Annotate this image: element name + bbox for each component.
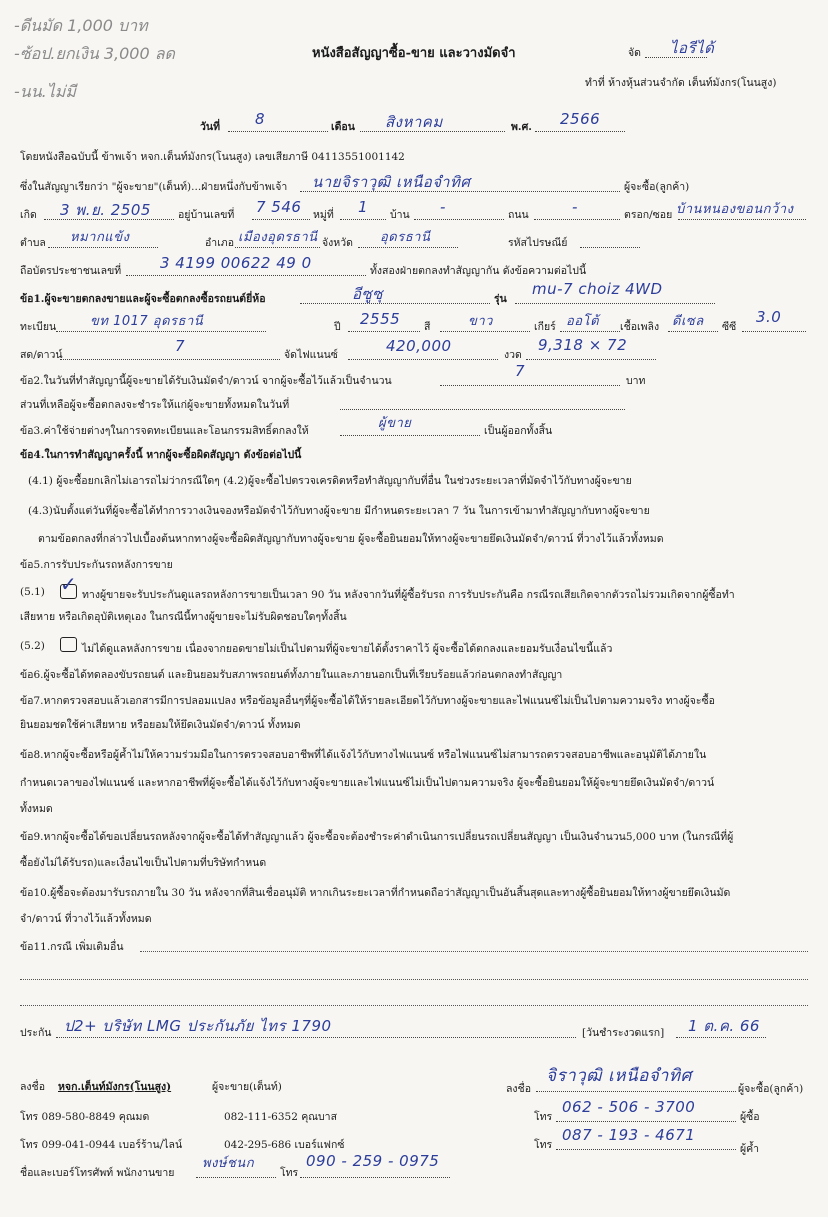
fuel-label: เชื้อเพลิง	[620, 321, 660, 333]
clause4-1: (4.1) ผู้จะซื้อยกเลิกไม่เอารถไม่ว่ากรณีใดๆ (4.2)ผู้จะซื้อไปตรวจเครดิตหรือทำสัญญากับที่อื่น ในช่วงระยะเวลาที่มัดจำไว้กับทางผู้จะขาย	[28, 475, 632, 487]
clause8-b: กำหนดเวลาของไฟแนนซ์ และหากอาชีพที่ผู้จะซื้อได้แจ้งไว้กับทางผู้จะขายและไฟแนนซ์ไม่เป็นไปตามความจริง ผู้จะซื้อยินยอมให้ผู้จะขายยึดเงินมัดจำ/ดาวน์	[20, 777, 715, 789]
clause2-a: ข้อ2.ในวันที่ทำสัญญานี้ผู้จะขายได้รับเงินมัดจำ/ดาวน์ จากผู้จะซื้อไว้แล้วเป็นจำนวน	[20, 375, 392, 387]
road-value: -	[572, 198, 578, 216]
day-label: วันที่	[200, 121, 220, 133]
born-value: 3 พ.ย. 2505	[60, 201, 151, 219]
car-gear: ออโต้	[566, 314, 600, 329]
plate-label: ทะเบียน	[20, 321, 57, 333]
moo-value: 1	[358, 198, 369, 216]
clause11: ข้อ11.กรณี เพิ่มเติมอื่น	[20, 941, 124, 953]
car-year: 2555	[360, 310, 401, 328]
clause9-b: ซื้อยังไม่ได้รับรถ)และเงื่อนไขเป็นไปตามที่บริษัทกำหนด	[20, 857, 267, 869]
car-model: mu-7 choiz 4WD	[532, 280, 663, 298]
contact-1-tel2: 082-111-6352 คุณบาส	[224, 1111, 337, 1123]
tambon-value: หมากแข้ง	[70, 230, 130, 245]
year-value: 2566	[560, 110, 601, 128]
staff-tel: 090 - 259 - 0975	[306, 1152, 440, 1170]
guarantor-tel-tag: ผู้ค้ำ	[740, 1143, 760, 1155]
buyer-tel-label: โทร	[534, 1111, 553, 1123]
clause7-a: ข้อ7.หากตรวจสอบแล้วเอกสารมีการปลอมแปลง หรือข้อมูลอื่นๆที่ผู้จะซื้อได้ให้รายละเอียดไว้กับทางผู้จะขายและไฟแนนซ์ไม่เป็นไปตามความจริง ทางผู้จะซื้อ	[20, 695, 715, 707]
car-brand: อีซูซุ	[352, 285, 383, 303]
checkmark-icon: ✓	[60, 572, 77, 596]
clause8-a: ข้อ8.หากผู้จะซื้อหรือผู้ค้ำไม่ให้ความร่วมมือในการตรวจสอบอาชีพที่ได้แจ้งไว้กับทางไฟแนนซ์ หรือไฟแนนซ์ไม่สามารถตรวจสอบอาชีพและอนุมัติได้ภายใน	[20, 749, 707, 761]
finance-value: 420,000	[386, 337, 452, 355]
clause5-2-text: ไม่ได้ดูแลหลังการขาย เนื่องจากยอดขายไม่เป็นไปตามที่ผู้จะขายได้ตั้งราคาไว้ ผู้จะซื้อได้ตกลงและยอมรับเงื่อนไขนี้แล้ว	[82, 643, 613, 655]
seller-buyer-line: ซึ่งในสัญญาเรียกว่า "ผู้จะขาย"(เต็นท์)...ฝ่ายหนึ่งกับข้าพเจ้า	[20, 181, 288, 193]
road-label: ถนน	[508, 209, 529, 221]
guarantor-tel: 087 - 193 - 4671	[562, 1126, 696, 1144]
car-fuel: ดีเซล	[672, 314, 704, 329]
document-title: หนังสือสัญญาซื้อ-ขาย และวางมัดจำ	[312, 46, 516, 61]
margin-note-1: -ดีนมัด 1,000 บาท	[14, 16, 148, 35]
cc-label: ซีซี	[722, 321, 737, 333]
seller-sign-role: ผู้จะขาย(เต็นท์)	[212, 1081, 282, 1093]
insurance-value: ป2+ บริษัท LMG ประกันภัย ไทร 1790	[64, 1017, 332, 1035]
ban-value: -	[440, 198, 446, 216]
clause3-a: ข้อ3.ค่าใช้จ่ายต่างๆในการจดทะเบียนและโอนกรรมสิทธิ์ตกลงให้	[20, 425, 309, 437]
installment-label: งวด	[504, 349, 522, 361]
id-value: 3 4199 00622 49 0	[160, 254, 312, 272]
province-value: อุดรธานี	[380, 230, 431, 245]
color-label: สี	[424, 321, 431, 333]
clause9-a: ข้อ9.หากผู้จะซื้อได้ขอเปลี่ยนรถหลังจากผู้จะซื้อได้ทำสัญญาแล้ว ผู้จะซื้อจะต้องชำระค่าดำเนินการเปลี่ยนรถเปลี่ยนสัญญา เป็นเงินจำนวน5,000 บาท (ในกรณีที่ผู้	[20, 831, 734, 843]
place-text: ทำที่ ห้างหุ้นส่วนจำกัด เต็นท์มังกร(โนนสูง)	[585, 77, 777, 89]
soi-value: บ้านหนองขอนกว้าง	[676, 202, 794, 217]
buyer-role-label: ผู้จะซื้อ(ลูกค้า)	[624, 181, 690, 193]
baht-label: บาท	[626, 375, 646, 387]
soi-label: ตรอก/ซอย	[624, 209, 673, 221]
buyer-name: นายจิราวุฒิ เหนือจำทิศ	[312, 173, 471, 191]
contact-2-tel2: 042-295-686 เบอร์แฟกซ์	[224, 1139, 345, 1151]
year-label: พ.ศ.	[511, 121, 532, 133]
clause1-a: ข้อ1.ผู้จะขายตกลงขายและผู้จะซื้อตกลงซื้อรถยนต์ยี่ห้อ	[20, 293, 266, 305]
guarantor-tel-label: โทร	[534, 1139, 553, 1151]
province-label: จังหวัด	[322, 237, 353, 249]
agreement-text: ทั้งสองฝ่ายตกลงทำสัญญากัน ดังข้อความต่อไปนี้	[370, 265, 587, 277]
down-value: 7	[175, 337, 186, 355]
clause5: ข้อ5.การรับประกันรถหลังการขาย	[20, 559, 173, 571]
amphoe-label: อำเภอ	[205, 237, 235, 249]
clause5-1-num: (5.1)	[20, 586, 45, 598]
clause6: ข้อ6.ผู้จะซื้อได้ทดลองขับรถยนต์ และยินยอมรับสภาพรถยนต์ทั้งภายในและภายนอกเป็นที่เรียบร้อยแล้วก่อนตกลงทำสัญญา	[20, 669, 563, 681]
clause5-1-text: ทางผู้ขายจะรับประกันดูแลรถหลังการขายเป็นเวลา 90 วัน หลังจากวันที่ผู้ซื้อรับรถ การรับประกันคือ กรณีรถเสียเกิดจากตัวรถไม่รวมเกิดจากผู้ซื้อทำ	[82, 589, 735, 601]
margin-note-2: -ซ้อป.ยกเงิน 3,000 ลด	[14, 44, 175, 63]
buyer-signature: จิราวุฒิ เหนือจำทิศ	[546, 1066, 692, 1086]
addr-label: อยู่บ้านเลขที่	[178, 209, 235, 221]
insurance-label: ประกัน	[20, 1027, 52, 1039]
clause10-a: ข้อ10.ผู้ซื้อจะต้องมารับรถภายใน 30 วัน หลังจากที่สินเชื่ออนุมัติ หากเกินระยะเวลาที่กำหนดถือว่าสัญญาเป็นอันสิ้นสุดและทางผู้ซื้อยินยอมให้ทางผู้ขายยึดเงินมัด	[20, 887, 731, 899]
month-value: สิงหาคม	[385, 113, 443, 131]
ban-label: บ้าน	[390, 209, 410, 221]
down-label: สด/ดาวน์	[20, 349, 63, 361]
staff-tel-label: โทร	[280, 1167, 299, 1179]
buyer-tel: 062 - 506 - 3700	[562, 1098, 696, 1116]
seller-sign-name: หจก.เต็นท์มังกร(โนนสูง)	[58, 1081, 172, 1093]
at-value: ไอรีได้	[670, 39, 715, 57]
addr-value: 7 546	[256, 198, 302, 216]
clause2-c: ส่วนที่เหลือผู้จะซื้อตกลงจะชำระให้แก่ผู้จะขายทั้งหมดในวันที่	[20, 399, 290, 411]
margin-note-3: -นน.ไม่มี	[14, 82, 76, 101]
contact-1-tel: โทร 089-580-8849 คุณมด	[20, 1111, 150, 1123]
clause10-b: จำ/ดาวน์ ที่วางไว้แล้วทั้งหมด	[20, 913, 152, 925]
model-label: รุ่น	[494, 293, 507, 305]
clause5-1-cont: เสียหาย หรือเกิดอุบัติเหตุเอง ในกรณีนี้ทางผู้ขายจะไม่รับผิดชอบใดๆทั้งสิ้น	[20, 611, 347, 623]
tambon-label: ตำบล	[20, 237, 46, 249]
clause4-3b: ตามข้อตกลงที่กล่าวไปเบื้องต้นหากทางผู้จะซื้อผิดสัญญากับทางผู้จะขาย ผู้จะซื้อยินยอมให้ทางผู้จะขายยึดเงินมัดจำ/ดาวน์ ที่วางไว้แล้วทั้งหมด	[38, 533, 664, 545]
finance-label: จัดไฟแนนซ์	[284, 349, 338, 361]
day-value: 8	[255, 110, 266, 128]
clause4: ข้อ4.ในการทำสัญญาครั้งนี้ หากผู้จะซื้อผิดสัญญา ดังข้อต่อไปนี้	[20, 449, 302, 461]
id-label: ถือบัตรประชาชนเลขที่	[20, 265, 122, 277]
born-label: เกิด	[20, 209, 37, 221]
contact-2-tel: โทร 099-041-0944 เบอร์ร้าน/ไลน์	[20, 1139, 183, 1151]
moo-label: หมู่ที่	[313, 209, 334, 221]
first-pay-label: [วันชำระงวดแรก]	[582, 1027, 665, 1039]
clause4-3: (4.3)นับตั้งแต่วันที่ผู้จะซื้อได้ทำการวางเงินจองหรือมัดจำไว้กับทางผู้จะขาย มีกำหนดระยะเวลา 7 วัน ในการเข้ามาทำสัญญากับทางผู้จะขาย	[28, 505, 650, 517]
at-label: จัด	[628, 47, 641, 59]
deposit-value: 7	[515, 362, 526, 380]
seller-sign-label: ลงชื่อ	[20, 1081, 45, 1093]
buyer-sign-label: ลงชื่อ	[506, 1083, 531, 1095]
clause7-b: ยินยอมชดใช้ค่าเสียหาย หรือยอมให้ยึดเงินมัดจำ/ดาวน์ ทั้งหมด	[20, 719, 301, 731]
clause3-b: เป็นผู้ออกทั้งสิ้น	[484, 425, 553, 437]
intro-line: โดยหนังสือฉบับนี้ ข้าพเจ้า หจก.เต็นท์มังกร(โนนสูง) เลขเสียภาษี 04113551001142	[20, 151, 405, 163]
installment-value: 9,318 × 72	[538, 336, 628, 354]
plate-value: ขท 1017 อุดรธานี	[90, 314, 204, 329]
car-cc: 3.0	[756, 308, 782, 326]
no-warranty-checkbox[interactable]	[60, 637, 77, 652]
clause5-2-num: (5.2)	[20, 640, 45, 652]
staff-name: พงษ์ชนก	[202, 1156, 255, 1171]
amphoe-value: เมืองอุดรธานี	[238, 230, 318, 245]
zip-label: รหัสไปรษณีย์	[508, 237, 568, 249]
buyer-tel-tag: ผู้ซื้อ	[740, 1111, 760, 1123]
month-label: เดือน	[331, 121, 355, 133]
fee-payer: ผู้ขาย	[378, 416, 412, 431]
car-color: ขาว	[468, 314, 493, 329]
staff-label: ชื่อและเบอร์โทรศัพท์ พนักงานขาย	[20, 1167, 175, 1179]
gear-label: เกียร์	[534, 321, 556, 333]
first-pay-value: 1 ต.ค. 66	[688, 1017, 760, 1035]
year-car-label: ปี	[334, 321, 341, 333]
buyer-sign-role: ผู้จะซื้อ(ลูกค้า)	[738, 1083, 804, 1095]
clause8-c: ทั้งหมด	[20, 803, 53, 815]
